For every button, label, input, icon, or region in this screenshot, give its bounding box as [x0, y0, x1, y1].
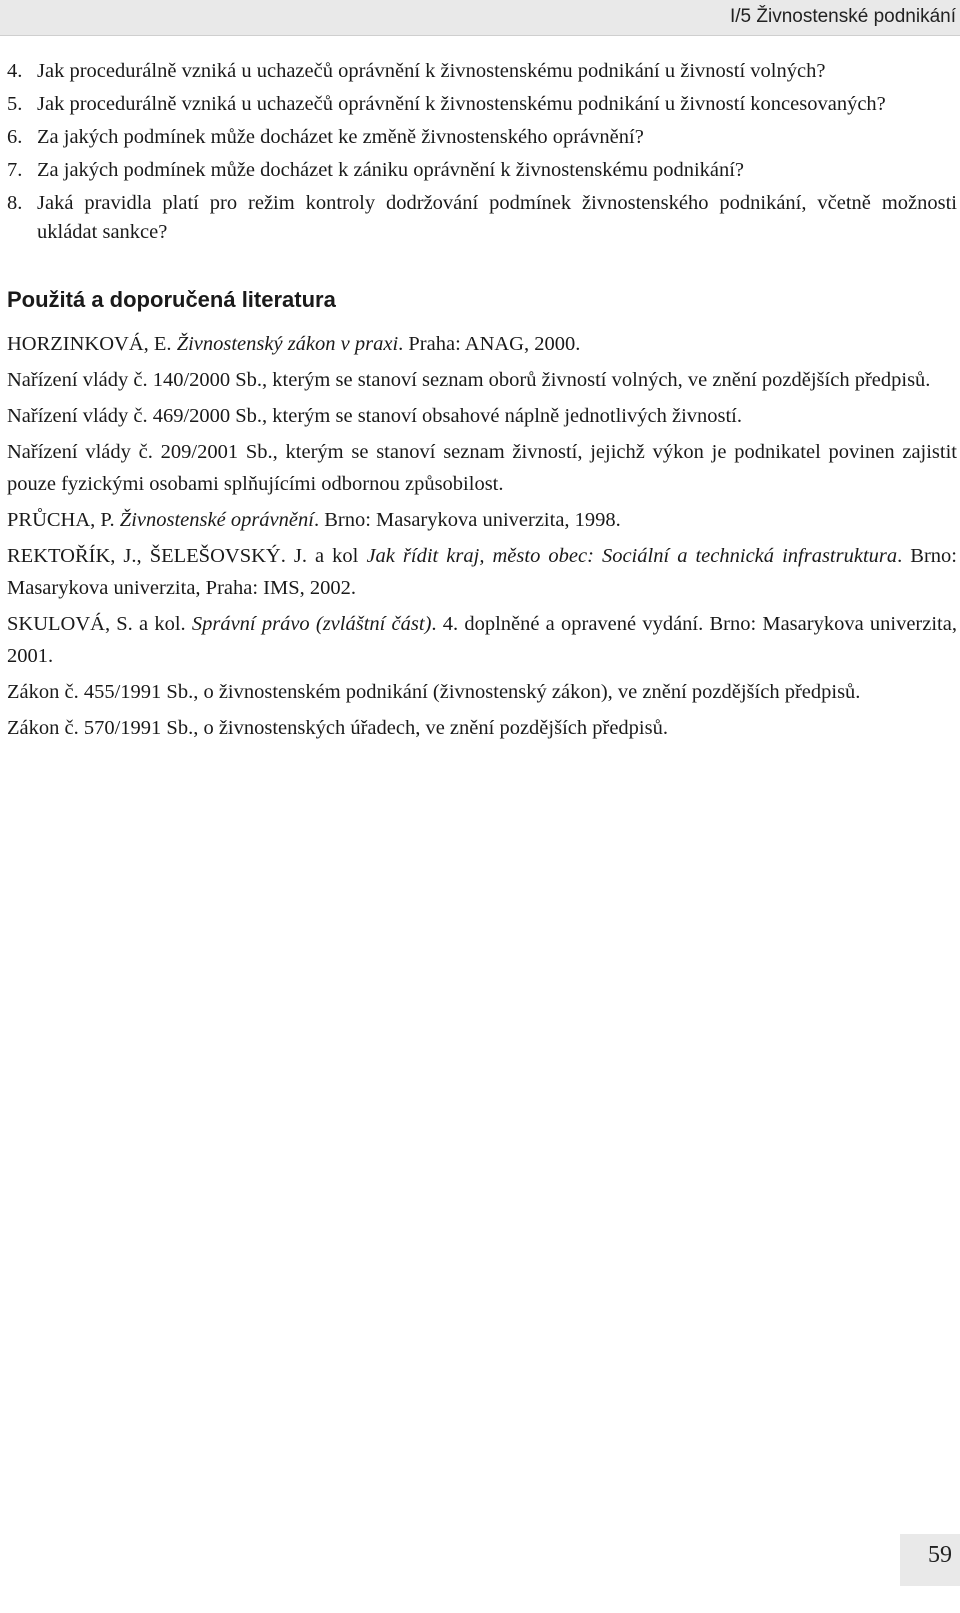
bib-text: Nařízení vlády č. 140/2000 Sb., kterým se stanoví seznam oborů živností volných, ve znění pozdějších předpisů. [7, 369, 931, 391]
bib-text: Nařízení vlády č. 469/2000 Sb., kterým se stanoví obsahové náplně jednotlivých živností. [7, 405, 743, 427]
bib-text: PRŮCHA, P. [7, 509, 120, 531]
bibliography-entry [7, 504, 957, 536]
bib-text: HORZINKOVÁ, E. [7, 333, 177, 355]
bib-text: REKTOŘÍK, J., ŠELEŠOVSKÝ. J. a kol [7, 545, 367, 567]
question-number: 6. [7, 126, 23, 148]
bib-text: Zákon č. 455/1991 Sb., o živnostenském podnikání (živnostenský zákon), ve znění pozdějších předpisů. [7, 681, 861, 703]
bibliography-entry [7, 436, 957, 500]
running-header-title: I/5 Živnostenské podnikání [729, 6, 956, 27]
bib-text: SKULOVÁ, S. a kol. [7, 613, 192, 635]
question-number: 8. [7, 192, 23, 214]
bib-text: Nařízení vlády č. 209/2001 Sb., kterým se stanoví seznam živností, jejichž výkon je podnikatel povinen zajistit pouze fyzickými osobami splňujícími odbornou způsobilost. [7, 441, 957, 495]
page-number: 59 [900, 1534, 960, 1586]
bibliography-entry [7, 364, 957, 396]
running-header [0, 0, 960, 36]
bib-text: . Praha: ANAG, 2000. [398, 333, 581, 355]
bibliography-entry [7, 400, 957, 432]
question-number: 4. [7, 60, 23, 82]
bib-title: Jak řídit kraj, město obec: Sociální a technická infrastruktura [366, 545, 898, 567]
bibliography-entry [7, 676, 957, 708]
review-questions [7, 57, 957, 247]
page-content [7, 57, 957, 748]
bibliography-entry [7, 328, 957, 360]
bibliography-entry [7, 712, 957, 744]
bib-text: Zákon č. 570/1991 Sb., o živnostenských úřadech, ve znění pozdějších předpisů. [7, 717, 668, 739]
question-text: Za jakých podmínek může docházet ke změně živnostenského oprávnění? [37, 126, 644, 148]
literature-heading: Použitá a doporučená literatura [7, 287, 336, 312]
bib-title: Živnostenské oprávnění [119, 509, 314, 531]
bibliography-entry [7, 608, 957, 672]
bibliography-entry [7, 540, 957, 604]
bib-title: Správní právo (zvláštní část) [191, 613, 432, 635]
bib-title: Živnostenský zákon v praxi [176, 333, 399, 355]
question-item [7, 57, 957, 86]
question-item [7, 189, 957, 247]
bib-text: . 4. doplněné a opravené vydání. Brno: Masarykova univerzita, 2001. [7, 613, 957, 667]
question-text: Za jakých podmínek může docházet k zániku oprávnění k živnostenskému podnikání? [37, 159, 745, 181]
question-item [7, 90, 957, 119]
question-number: 7. [7, 159, 23, 181]
question-text: Jak procedurálně vzniká u uchazečů oprávnění k živnostenskému podnikání u živností koncesovaných? [37, 93, 886, 115]
bibliography-list [7, 328, 957, 744]
question-item [7, 123, 957, 152]
question-text: Jak procedurálně vzniká u uchazečů oprávnění k živnostenskému podnikání u živností volných? [37, 60, 826, 82]
question-item [7, 156, 957, 185]
bib-text: . Brno: Masarykova univerzita, Praha: IMS, 2002. [7, 545, 957, 599]
question-number: 5. [7, 93, 23, 115]
question-text: Jaká pravidla platí pro režim kontroly dodržování podmínek živnostenského podnikání, včetně možnosti ukládat sankce? [37, 192, 957, 243]
bib-text: . Brno: Masarykova univerzita, 1998. [313, 509, 621, 531]
